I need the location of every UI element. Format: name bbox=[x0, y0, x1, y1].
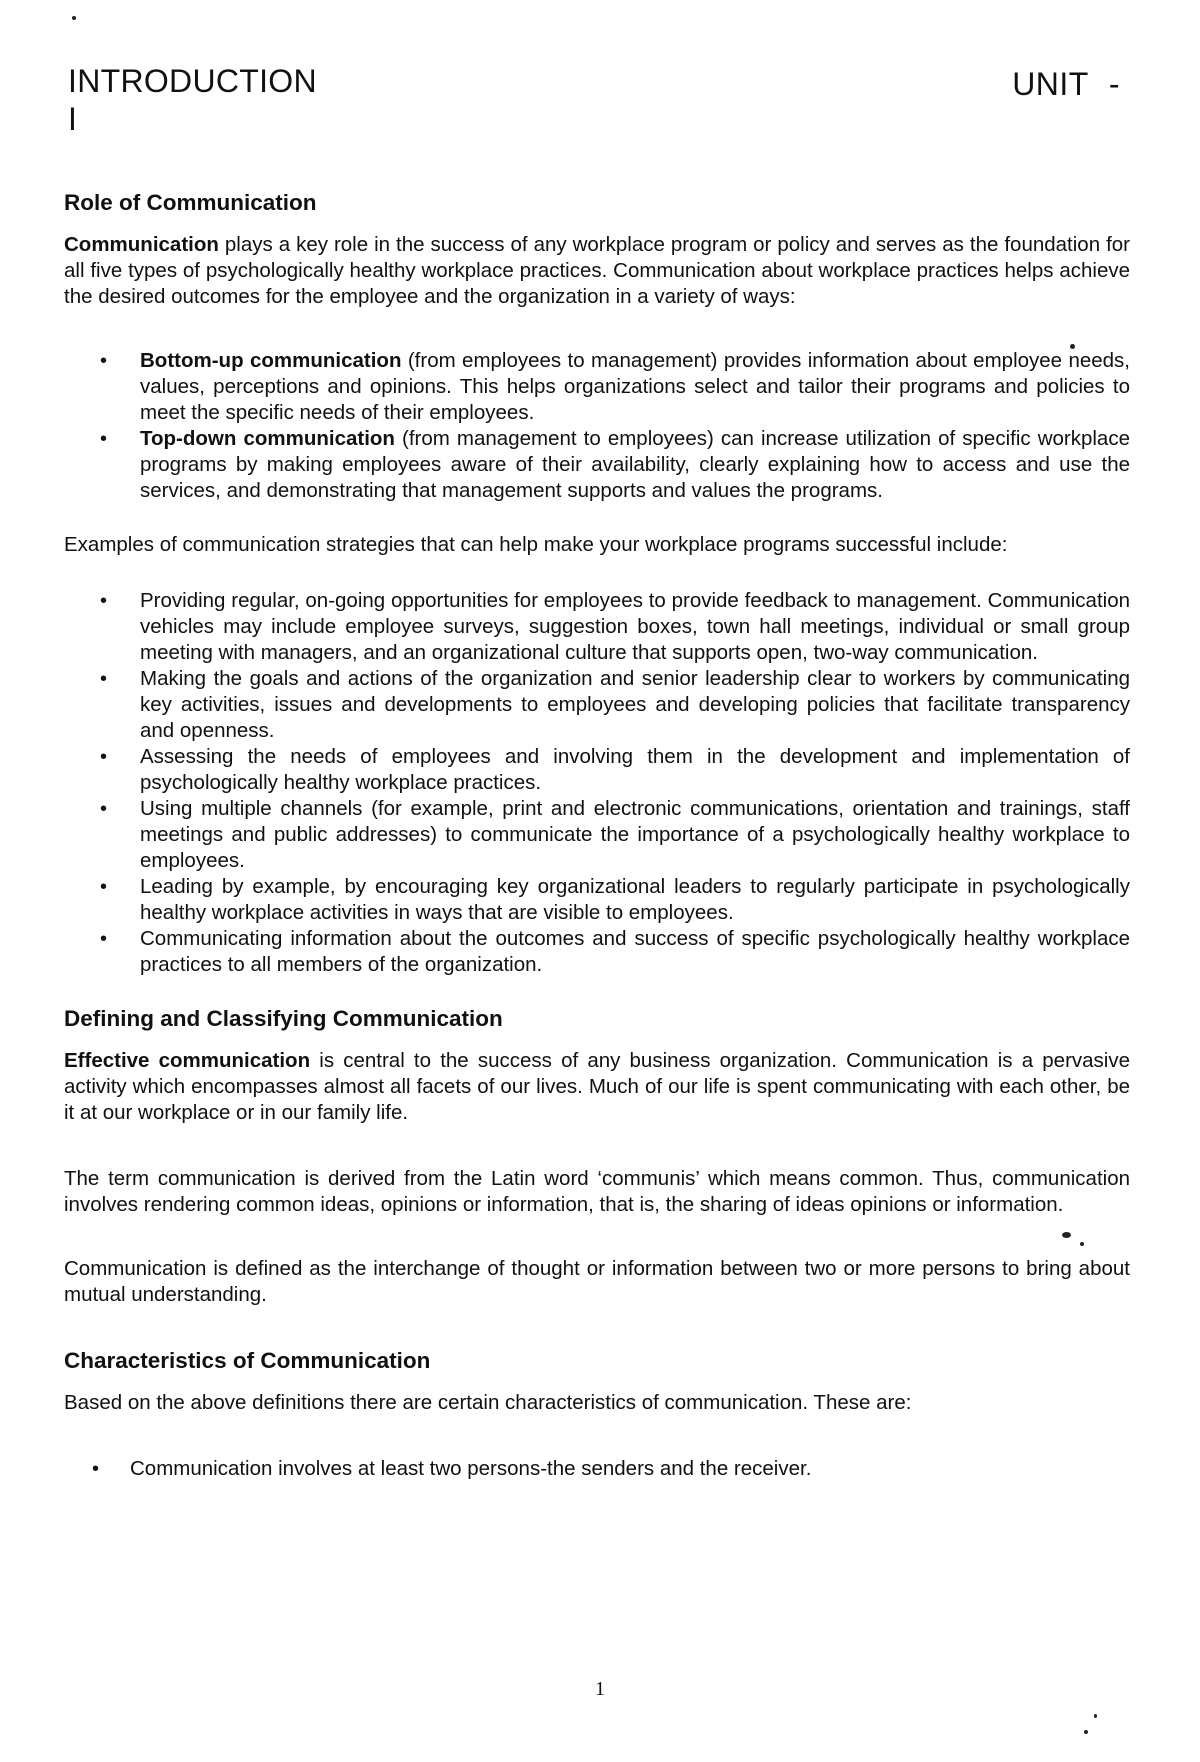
scan-speck bbox=[1080, 1242, 1084, 1246]
unit-title bbox=[68, 62, 317, 138]
page-number: 1 bbox=[595, 1678, 605, 1700]
list-item: • Assessing the needs of employees and involving them in the development and implementation of psychologically healthy workplace practices. bbox=[64, 744, 1130, 796]
bullet-text: (from employees to management) provides information about employee needs, values, perceptions and opinions. This helps organizations select and tailor their programs and policies to meet the specific needs of their employees. bbox=[140, 349, 1130, 424]
unit-label-text: UNIT bbox=[1012, 66, 1089, 102]
heading-defining-communication: Defining and Classifying Communication bbox=[64, 1006, 503, 1031]
role-intro-paragraph bbox=[64, 232, 1130, 310]
defining-bold-term: Effective communication bbox=[64, 1049, 311, 1072]
bullet-bold-term: Top-down communication bbox=[140, 427, 395, 450]
defining-text: is central to the success of any business organization. Communication is a pervasive activity which encompasses almost all facets of our lives. Much of our life is spent communicating with each other, be it at our workplace or in our family life. bbox=[64, 1049, 1131, 1124]
examples-intro-paragraph: Examples of communication strategies that can help make your workplace programs successful include: bbox=[64, 533, 1008, 556]
role-intro-bold: Communication bbox=[64, 233, 219, 256]
document-body bbox=[64, 190, 1130, 1482]
list-item: • Providing regular, on-going opportunities for employees to provide feedback to management. Communication vehicles may include employee surveys, suggestion boxes, town hall meetings, individual or small group meeting with managers, and an organizational culture that supports open, two-way communication. bbox=[64, 588, 1130, 666]
scan-speck bbox=[72, 16, 76, 20]
list-item: • Using multiple channels (for example, print and electronic communications, orientation and trainings, staff meetings and public addresses) to communicate the importance of a psychologically healthy workplace to employees. bbox=[64, 796, 1130, 874]
list-item: • Communication involves at least two persons-the senders and the receiver. bbox=[64, 1456, 1130, 1482]
defining-paragraph-1 bbox=[64, 1048, 1130, 1126]
communication-direction-list bbox=[64, 348, 1130, 504]
scan-speck bbox=[1084, 1730, 1088, 1734]
characteristics-intro: Based on the above definitions there are certain characteristics of communication. These are: bbox=[64, 1391, 912, 1414]
role-intro-text: plays a key role in the success of any workplace program or policy and serves as the foundation for all five types of psychologically healthy workplace practices. Communication about workplace practices helps achieve the desired outcomes for the employee and the organization in a variety of ways: bbox=[64, 233, 1130, 308]
list-item: • Making the goals and actions of the organization and senior leadership clear to workers by communicating key activities, issues and developments to employees and developing policies that facilitate transparency and openness. bbox=[64, 666, 1130, 744]
bullet-bold-term: Bottom-up communication bbox=[140, 349, 402, 372]
characteristics-list bbox=[64, 1456, 1130, 1482]
list-item-top-down bbox=[64, 426, 1130, 504]
unit-roman-numeral: I bbox=[68, 101, 78, 137]
scan-speck bbox=[1094, 1714, 1097, 1718]
list-item: • Communicating information about the outcomes and success of specific psychologically healthy workplace practices to all members of the organization. bbox=[64, 926, 1130, 978]
bullet-text: (from management to employees) can increase utilization of specific workplace programs by making employees aware of their availability, clearly explaining how to access and use the services, and demonstrating that management supports and values the programs. bbox=[140, 427, 1130, 502]
defining-paragraph-2: The term communication is derived from the Latin word ‘communis’ which means common. Thus, communication involves rendering common ideas, opinions or information, that is, the sharing of ideas opinions or information. bbox=[64, 1167, 1130, 1216]
heading-characteristics: Characteristics of Communication bbox=[64, 1348, 431, 1373]
list-item: • Leading by example, by encouraging key organizational leaders to regularly participate in psychologically healthy workplace activities in ways that are visible to employees. bbox=[64, 874, 1130, 926]
scan-speck bbox=[1062, 1232, 1071, 1238]
scan-speck bbox=[1070, 344, 1075, 349]
list-item-bottom-up bbox=[64, 348, 1130, 426]
defining-paragraph-3: Communication is defined as the interchange of thought or information between two or more persons to bring about mutual understanding. bbox=[64, 1257, 1130, 1306]
unit-title-text: INTRODUCTION bbox=[68, 63, 317, 99]
unit-label-dash: - bbox=[1108, 66, 1120, 102]
unit-label bbox=[1012, 66, 1120, 103]
strategies-list bbox=[64, 588, 1130, 978]
heading-role-of-communication: Role of Communication bbox=[64, 190, 317, 215]
